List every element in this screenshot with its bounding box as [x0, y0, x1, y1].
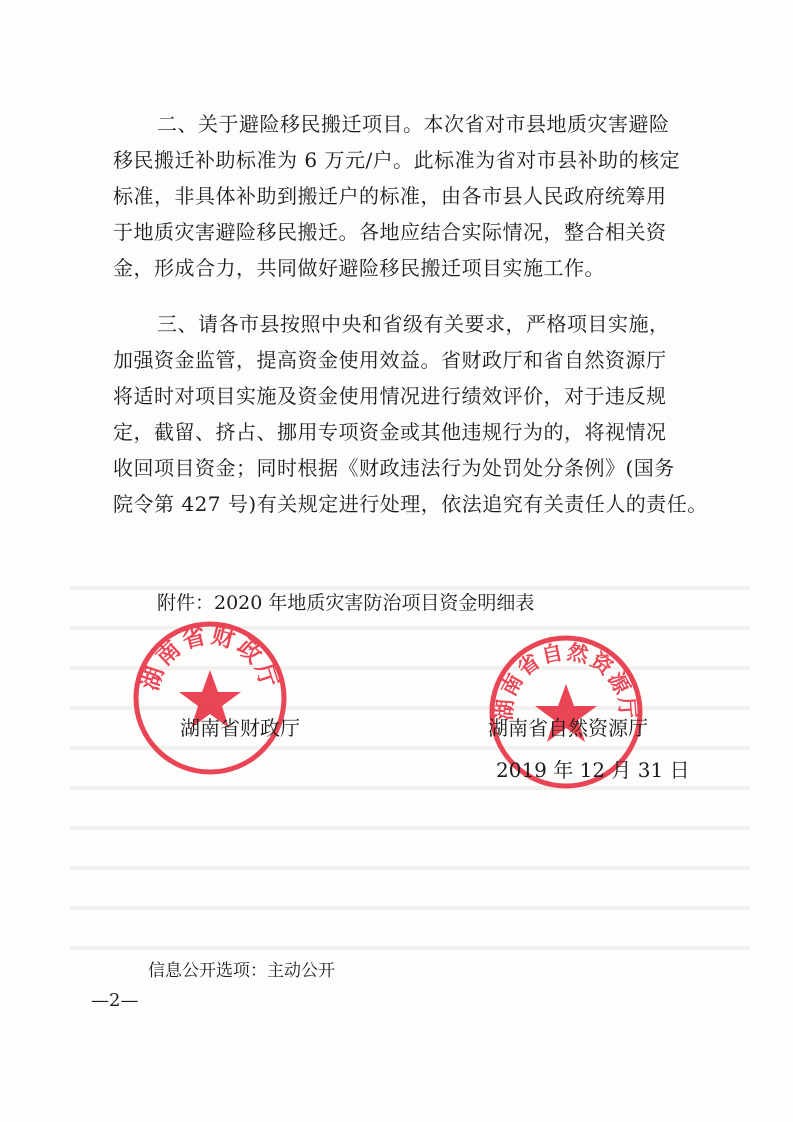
page-number: —2— [91, 990, 139, 1011]
paragraph-line: 金，形成合力，共同做好避险移民搬迁项目实施工作。 [113, 256, 605, 280]
paragraph-line: 收回项目资金；同时根据《财政违法行为处罚处分条例》(国务 [113, 456, 675, 480]
seal-left-text: 湖南省财政厅 [136, 621, 284, 694]
paragraph-line: 加强资金监管，提高资金使用效益。省财政厅和省自然资源厅 [113, 348, 667, 372]
paragraph-line: 院令第 427 号)有关规定进行处理，依法追究有关责任人的责任。 [113, 492, 708, 516]
seal-right-text: 湖南省自然资源厅 [491, 638, 641, 722]
signature-natural-resources-department: 湖南省自然资源厅 [488, 716, 648, 740]
paragraph-line: 移民搬迁补助标准为 6 万元/户。此标准为省对市县补助的核定 [113, 148, 681, 172]
paragraph-implementation [113, 306, 708, 522]
paragraph-line: 三、请各市县按照中央和省级有关要求，严格项目实施， [157, 312, 670, 336]
paragraph-line: 二、关于避险移民搬迁项目。本次省对市县地质灾害避险 [157, 112, 670, 136]
attachment-line: 附件：2020 年地质灾害防治项目资金明细表 [157, 592, 535, 614]
paragraph-line: 标准，非具体补助到搬迁户的标准，由各市县人民政府统筹用 [113, 184, 667, 208]
paragraph-line: 定，截留、挤占、挪用专项资金或其他违规行为的，将视情况 [113, 420, 667, 444]
paragraph-line: 于地质灾害避险移民搬迁。各地应结合实际情况，整合相关资 [113, 220, 667, 244]
finance-department-seal-icon [130, 618, 290, 778]
signature-date: 2019 年 12 月 31 日 [496, 758, 690, 782]
disclosure-option: 信息公开选项：主动公开 [148, 961, 335, 981]
paragraph-line: 将适时对项目实施及资金使用情况进行绩效评价，对于违反规 [113, 384, 667, 408]
paragraph-relocation [113, 106, 698, 286]
signature-finance-department: 湖南省财政厅 [180, 716, 300, 740]
